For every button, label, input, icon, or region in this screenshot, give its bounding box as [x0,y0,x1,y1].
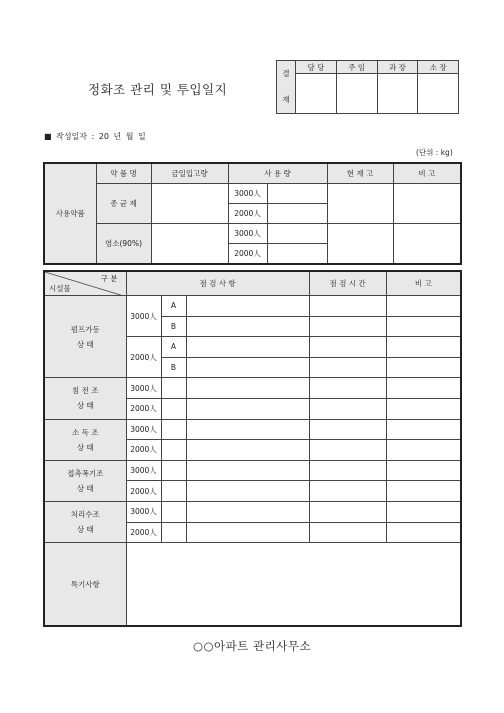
note-label: 특기사항 [44,543,126,627]
input-cell[interactable] [267,184,327,204]
corner-header [44,271,126,296]
facility-label: 접촉폭기조 상 태 [44,460,126,501]
ab-label: A [161,337,186,358]
input-cell[interactable] [186,398,309,419]
usage-header: 사 용 량 [228,163,327,184]
input-cell[interactable] [309,398,386,419]
input-cell[interactable] [309,440,386,461]
unit-label: (단위 : kg) [416,148,453,157]
size-label: 2000人 [228,204,267,224]
date-line: ■ 작성일자 : 20 년 월 일 [44,132,146,141]
input-cell[interactable] [386,357,461,378]
input-cell[interactable] [309,357,386,378]
note-input[interactable] [126,543,461,627]
page-title: 정화조 관리 및 투입일지 [88,82,228,97]
input-cell[interactable] [386,316,461,337]
input-cell[interactable] [386,440,461,461]
footer-office-name: ○○아파트 관리사무소 [192,639,312,653]
input-cell[interactable] [186,440,309,461]
input-cell[interactable] [186,337,309,358]
ab-label: B [161,357,186,378]
usage-header: 금일입고량 [151,163,228,184]
approval-sign-cell[interactable] [336,74,377,114]
input-cell[interactable] [386,481,461,502]
approval-role: 소 장 [418,61,459,74]
input-cell[interactable] [327,184,393,224]
input-cell[interactable] [386,522,461,543]
input-cell[interactable] [161,460,186,481]
approval-sign-cell[interactable] [377,74,418,114]
facility-label: 침 전 조 상 태 [44,378,126,419]
input-cell[interactable] [309,337,386,358]
input-cell[interactable] [161,522,186,543]
input-cell[interactable] [161,501,186,522]
input-cell[interactable] [267,224,327,244]
input-cell[interactable] [386,419,461,440]
approval-table [276,60,459,114]
input-cell[interactable] [186,522,309,543]
input-cell[interactable] [386,501,461,522]
input-cell[interactable] [186,419,309,440]
approval-role: 과 장 [377,61,418,74]
facility-label: 처리수조 상 태 [44,501,126,542]
input-cell[interactable] [151,184,228,224]
input-cell[interactable] [309,481,386,502]
inspection-header: 비 고 [386,271,461,296]
size-label: 3000人 [126,378,161,399]
input-cell[interactable] [151,224,228,265]
size-label: 3000人 [126,460,161,481]
size-label: 2000人 [126,440,161,461]
inspection-header: 점 검 사 항 [126,271,309,296]
inspection-table [43,270,462,627]
usage-header: 약 품 명 [96,163,151,184]
ab-label: A [161,296,186,317]
approval-role: 담 당 [296,61,337,74]
input-cell[interactable] [186,460,309,481]
size-label: 2000人 [228,244,267,265]
inspection-header: 점 검 시 간 [309,271,386,296]
input-cell[interactable] [386,460,461,481]
facility-label: 소 독 조 상 태 [44,419,126,460]
input-cell[interactable] [309,460,386,481]
approval-side-label: 결 재 [277,61,296,114]
usage-table [43,162,462,265]
input-cell[interactable] [161,419,186,440]
input-cell[interactable] [327,224,393,265]
input-cell[interactable] [309,419,386,440]
input-cell[interactable] [186,316,309,337]
input-cell[interactable] [393,224,461,265]
input-cell[interactable] [267,244,327,265]
input-cell[interactable] [186,357,309,378]
input-cell[interactable] [386,398,461,419]
corner-bottom-label: 시설물 [49,284,71,293]
size-label: 3000人 [126,501,161,522]
input-cell[interactable] [386,296,461,317]
usage-row-label: 사용약품 [44,163,96,264]
input-cell[interactable] [309,501,386,522]
size-label: 2000人 [126,481,161,502]
size-label: 3000人 [126,419,161,440]
facility-label: 펌프가동 상 태 [44,296,126,378]
input-cell[interactable] [186,501,309,522]
input-cell[interactable] [161,378,186,399]
size-label: 3000人 [228,224,267,244]
input-cell[interactable] [161,440,186,461]
input-cell[interactable] [393,184,461,224]
input-cell[interactable] [161,481,186,502]
size-label: 3000人 [126,296,161,337]
approval-role: 주 임 [336,61,377,74]
input-cell[interactable] [186,378,309,399]
usage-header: 비 고 [393,163,461,184]
size-label: 2000人 [126,522,161,543]
size-label: 3000人 [228,184,267,204]
input-cell[interactable] [309,378,386,399]
approval-sign-cell[interactable] [418,74,459,114]
size-label: 2000人 [126,337,161,378]
ab-label: B [161,316,186,337]
chemical-name: 염소(90%) [96,224,151,265]
input-cell[interactable] [309,316,386,337]
input-cell[interactable] [309,296,386,317]
chemical-name: 종 균 제 [96,184,151,224]
input-cell[interactable] [186,296,309,317]
usage-header: 현 재 고 [327,163,393,184]
input-cell[interactable] [186,481,309,502]
input-cell[interactable] [267,204,327,224]
size-label: 2000人 [126,398,161,419]
approval-sign-cell[interactable] [296,74,337,114]
input-cell[interactable] [386,378,461,399]
input-cell[interactable] [309,522,386,543]
input-cell[interactable] [386,337,461,358]
input-cell[interactable] [161,398,186,419]
corner-top-label: 구 분 [100,274,118,283]
